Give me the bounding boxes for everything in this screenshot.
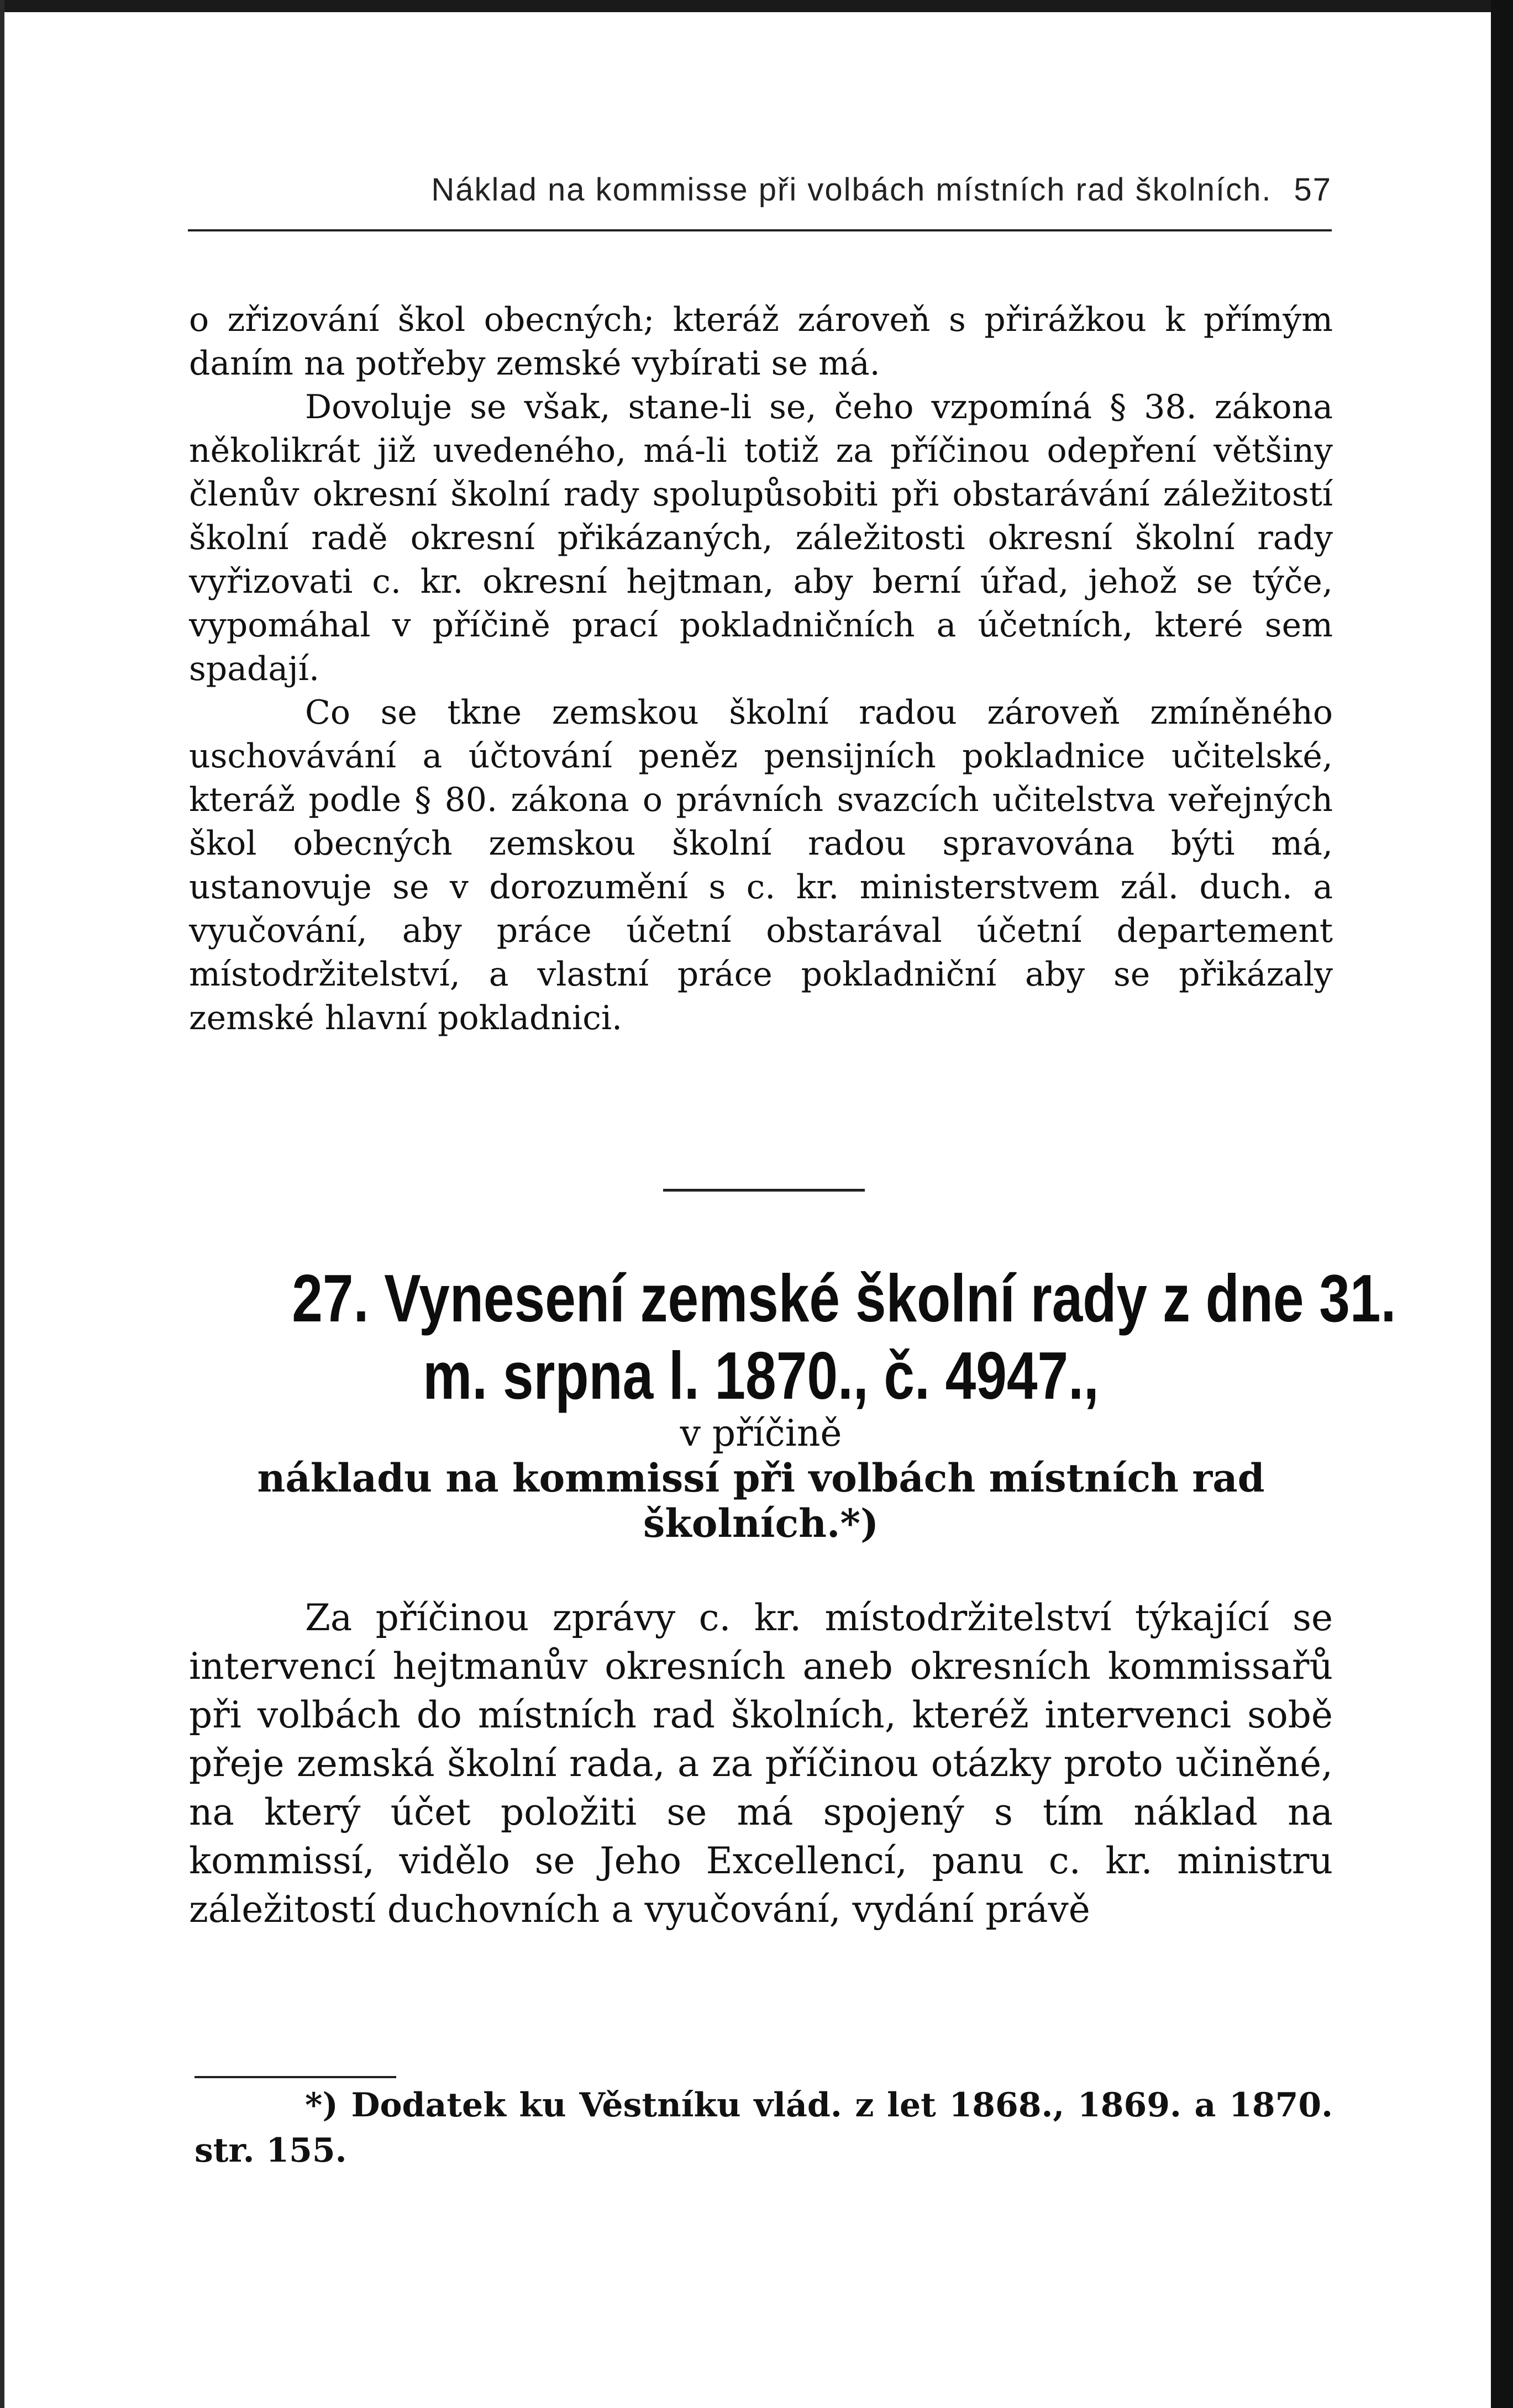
paragraph-3: Co se tkne zemskou školní radou zároveň zmíněného uschovávání a účtování peněz pensijních pokladnice učitelské, kteráž podle § 80. zákona o právních svazcích učitelstva veřejných škol obecných zemskou školní radou spravována býti má, ustanovuje se v dorozumění s c. kr. ministerstvem zál. duch. a vyučování, aby práce účetní obstarával účetní departement místodržitelství, a vlastní práce pokladniční aby se přikázaly zemské hlavní pokladnici. [189,693,1333,1037]
page-edge-top [0,0,1513,12]
footnote-marker: *) [305,2086,338,2125]
section-separator [663,1189,865,1192]
paragraph-1: o zřizování škol obecných; kteráž zároveň s přirážkou k přímým daním na potřeby zemské vybírati se má. [189,301,1333,383]
body-text [189,298,1333,1040]
page-edge-left [0,0,4,2408]
section-body [189,1594,1333,1934]
footnote-rule [195,2076,396,2078]
page-number: 57 [1294,172,1332,208]
running-title: Náklad na kommisse při volbách místních rad školních. [431,172,1272,208]
section-preposition: v příčině [680,1412,842,1455]
footnote [195,2083,1333,2173]
footnote-text: Dodatek ku Věstníku vlád. z let 1868., 1869. a 1870. str. 155. [195,2086,1333,2170]
section-title-line-2: m. srpna l. 1870., č. 4947., [423,1338,1099,1413]
paragraph-2: Dovoluje se však, stane-li se, čeho vzpomíná § 38. zákona několikrát již uvedeného, má-li totiž za příčinou odepření většiny členův okresní školní rady spolupůsobiti při obstarávání záležitostí školní radě okresní přikázaných, záležitosti okresní školní rady vyřizovati c. kr. okresní hejtman, aby berní úřad, jehož se týče, vypomáhal v příčině prací pokladničních a účetních, které sem spadají. [189,388,1333,688]
running-head [193,171,1332,208]
section-subject: nákladu na kommissí při volbách místních rad školních.*) [257,1455,1265,1546]
section-title [292,1260,1396,1414]
header-rule [188,229,1332,231]
section-title-line-1: 27. Vynesení zemské školní rady z dne 31. [292,1261,1396,1336]
page-edge-right [1491,0,1513,2408]
section-paragraph: Za příčinou zprávy c. kr. místodržitelství týkající se intervencí hejtmanův okresních aneb okresních kommissařů při volbách do místních rad školních, kteréž intervenci sobě přeje zemská školní rada, a za příčinou otázky proto učiněné, na který účet položiti se má spojený s tím náklad na kommissí, vidělo se Jeho Excellencí, panu c. kr. ministru záležitostí duchovních a vyučování, vydání právě [189,1596,1333,1931]
